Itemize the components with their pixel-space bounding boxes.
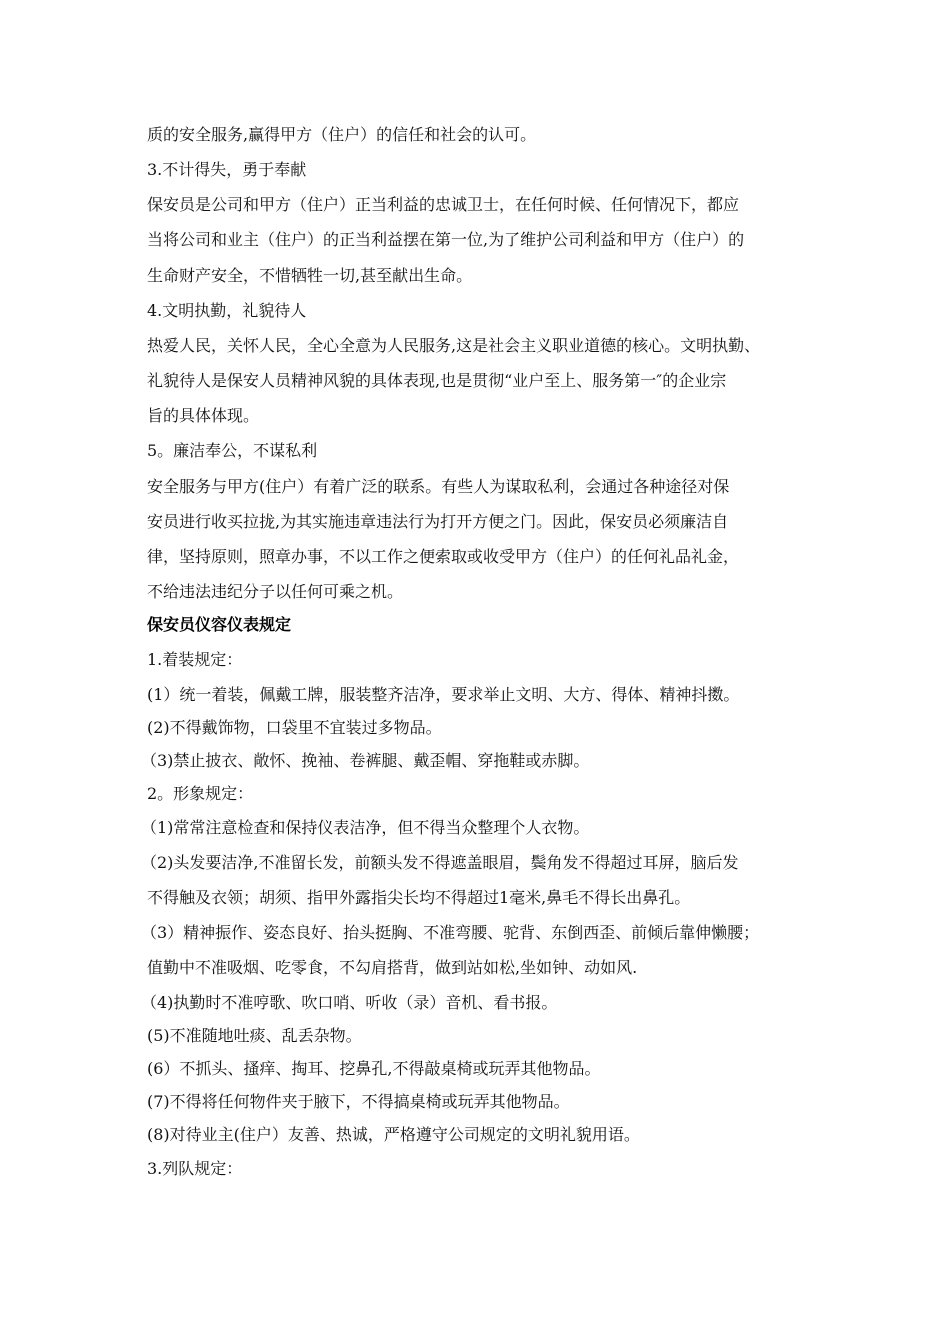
list-item: (7)不得将任何物件夹于腋下，不得搞桌椅或玩弄其他物品。 xyxy=(147,1092,570,1111)
paragraph-line: 生命财产安全，不惜牺牲一切,甚至献出生命。 xyxy=(147,266,473,285)
list-item: （4)执勤时不准哼歌、吹口哨、听收（录）音机、看书报。 xyxy=(141,993,558,1012)
list-item: (6）不抓头、搔痒、掏耳、挖鼻孔,不得敲桌椅或玩弄其他物品。 xyxy=(147,1059,601,1078)
list-item: (2)不得戴饰物，口袋里不宜装过多物品。 xyxy=(147,718,442,737)
section-heading-3: 3.不计得失，勇于奉献 xyxy=(147,160,307,179)
paragraph-line: 礼貌待人是保安人员精神风貌的具体表现,也是贯彻“业户至上、服务第一″的企业宗 xyxy=(147,371,727,390)
subsection-heading-2: 2。形象规定： xyxy=(147,784,254,803)
list-item: (1）统一着装，佩戴工牌，服装整齐洁净，要求举止文明、大方、得体、精神抖擞。 xyxy=(147,685,740,704)
paragraph-line: 不给违法违纪分子以任何可乘之机。 xyxy=(147,582,404,601)
section-title: 保安员仪容仪表规定 xyxy=(147,615,292,634)
paragraph-line: 旨的具体体现。 xyxy=(147,406,260,425)
paragraph-line: 保安员是公司和甲方（住户）正当利益的忠诚卫士，在任何时候、任何情况下，都应 xyxy=(147,195,740,214)
list-item: (5)不准随地吐痰、乱丢杂物。 xyxy=(147,1026,362,1045)
paragraph-line: 质的安全服务,赢得甲方（住户）的信任和社会的认可。 xyxy=(147,125,537,144)
list-item: （2)头发要洁净,不准留长发，前额头发不得遮盖眼眉，鬓角发不得超过耳屏，脑后发 xyxy=(141,853,739,872)
paragraph-line: 当将公司和业主（住户）的正当利益摆在第一位,为了维护公司利益和甲方（住户）的 xyxy=(147,230,745,249)
list-item: （3)禁止披衣、敞怀、挽袖、卷裤腿、戴歪帽、穿拖鞋或赤脚。 xyxy=(141,751,590,770)
paragraph-line: 律，坚持原则，照章办事，不以工作之便索取或收受甲方（住户）的任何礼品礼金， xyxy=(147,547,740,566)
paragraph-line: 安员进行收买拉拢,为其实施违章违法行为打开方便之门。因此，保安员必须廉洁自 xyxy=(147,512,729,531)
list-item-continuation: 不得触及衣领；胡须、指甲外露指尖长均不得超过1毫米,鼻毛不得长出鼻孔。 xyxy=(147,888,691,907)
paragraph-line: 热爱人民，关怀人民，全心全意为人民服务,这是社会主义职业道德的核心。文明执勤、 xyxy=(147,336,761,355)
subsection-heading-1: 1.着装规定： xyxy=(147,650,243,669)
list-item: （1)常常注意检查和保持仪表洁净，但不得当众整理个人衣物。 xyxy=(141,818,590,837)
list-item: （3）精神振作、姿态良好、抬头挺胸、不准弯腰、驼背、东倒西歪、前倾后靠伸懒腰； xyxy=(141,923,760,942)
subsection-heading-3: 3.列队规定： xyxy=(147,1159,243,1178)
section-heading-5: 5。廉洁奉公，不谋私利 xyxy=(147,441,318,460)
section-heading-4: 4.文明执勤，礼貌待人 xyxy=(147,301,307,320)
list-item: (8)对待业主(住户）友善、热诚，严格遵守公司规定的文明礼貌用语。 xyxy=(147,1125,640,1144)
paragraph-line: 安全服务与甲方(住户）有着广泛的联系。有些人为谋取私利，会通过各种途径对保 xyxy=(147,477,730,496)
list-item-continuation: 值勤中不准吸烟、吃零食，不勾肩搭背，做到站如松,坐如钟、动如风. xyxy=(147,958,638,977)
